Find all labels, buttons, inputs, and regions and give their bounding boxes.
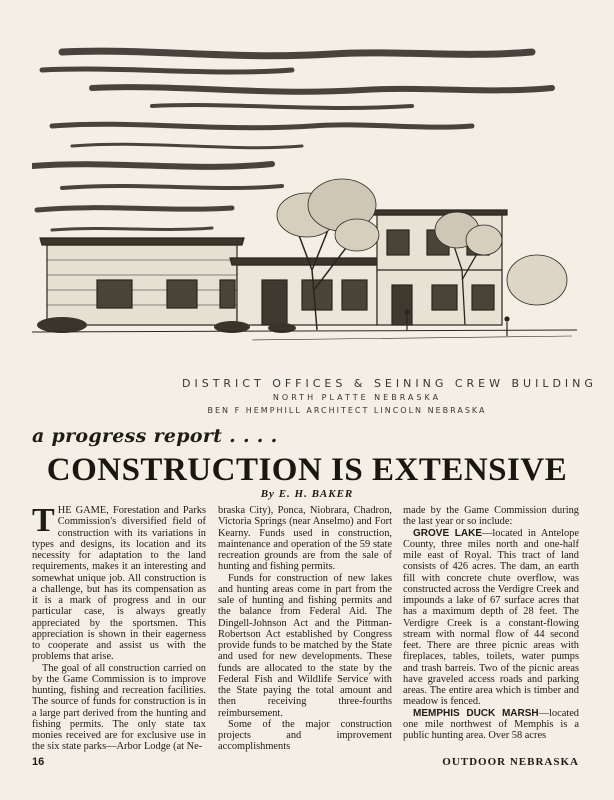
- column-2-paragraph-2: Funds for construction of new lakes and hunting areas come in part from the sale of hunting and fishing permits and the balance from Federal Aid. The Dingell-Johnson Act and the Pittman-Robertson Act established by Congress provide funds to be matched by the State and used for new developments. These funds are allocated to the state by the Federal Fish and Wildlife Service with the State paying the total amount and then receiving three-fourths reimbursement.: [218, 572, 392, 719]
- column-2-paragraph-3: Some of the major construction projects and improvement accomplishments: [218, 718, 392, 753]
- column-3-paragraph-1: made by the Game Commission during the last year or so include:: [403, 505, 579, 528]
- illustration-caption-title: DISTRICT OFFICES & SEINING CREW BUILDING: [182, 377, 597, 390]
- architectural-sketch: [32, 40, 597, 425]
- illustration-caption-architect: BEN F HEMPHILL ARCHITECT LINCOLN NEBRASKA: [207, 406, 487, 415]
- drop-cap: T: [32, 505, 55, 539]
- article-column-1: [32, 505, 206, 755]
- memphis-paragraph: MEMPHIS DUCK MARSH—located one mile northwest of Memphis is a public hunting area. Over 58 acres: [403, 707, 579, 741]
- illustration-caption-location: NORTH PLATTE NEBRASKA: [272, 393, 442, 402]
- column-2-paragraph-1: braska City), Ponca, Niobrara, Chadron, Victoria Springs (near Anselmo) and Fort Kearny. Funds used in construction, maintenance and operation of the 59 state recreation grounds are from the sale of hunting and fishing permits.: [218, 505, 392, 573]
- article-headline: CONSTRUCTION IS EXTENSIVE: [46, 452, 568, 488]
- grove-lake-heading: GROVE LAKE: [413, 527, 483, 539]
- column-1-paragraph-2: The goal of all construction carried on by the Game Commission is to improve hunting, fishing and recreation facilities. The source of funds for construction is in a large part derived from the hunting and fishing permits. The only state tax monies received are for exclusive use in the six state parks—Arbor Lodge (at Ne-: [32, 662, 206, 753]
- page-number: 16: [32, 756, 45, 768]
- building-illustration: [32, 40, 597, 425]
- memphis-heading: MEMPHIS DUCK MARSH: [413, 707, 539, 719]
- grove-lake-paragraph: GROVE LAKE—located in Antelope County, three miles north and one-half mile east of Royal. This tract of land consists of 426 acres. The dam, an earth fill with concrete chute overflow, was constructed across the Verdigre Creek and impounds a lake of 67 surface acres that has a maximum depth of 28 feet. The Verdigre Creek is a constant-flowing stream with normal flow of 44 second feet. There are three picnic areas with fireplaces, tables, toilets, water pumps and trash barreis. Two of the picnic areas have graveled access roads and parking areas. The entire area which is timber and meadow is fenced.: [403, 527, 579, 708]
- article-byline: By E. H. BAKER: [260, 488, 354, 500]
- article-column-2: [218, 505, 392, 755]
- magazine-name: OUTDOOR NEBRASKA: [442, 756, 579, 768]
- column-1-paragraph-1: THE GAME, Forestation and Parks Commission's diversified field of construction with its variations in types and designs, its location and its necessity for adaptation to the land requirements, makes it an interesting and somewhat unique job. All construction is a challenge, but has its compensation as it is a mark of progress and in our particular case, is always greatly appreciated by the sportsmen. This appreciation is shown in their eagerness to cooperate and assist us with the problems that arise.: [32, 505, 206, 663]
- article-kicker: a progress report . . . .: [32, 425, 278, 447]
- article-column-3: [403, 505, 579, 755]
